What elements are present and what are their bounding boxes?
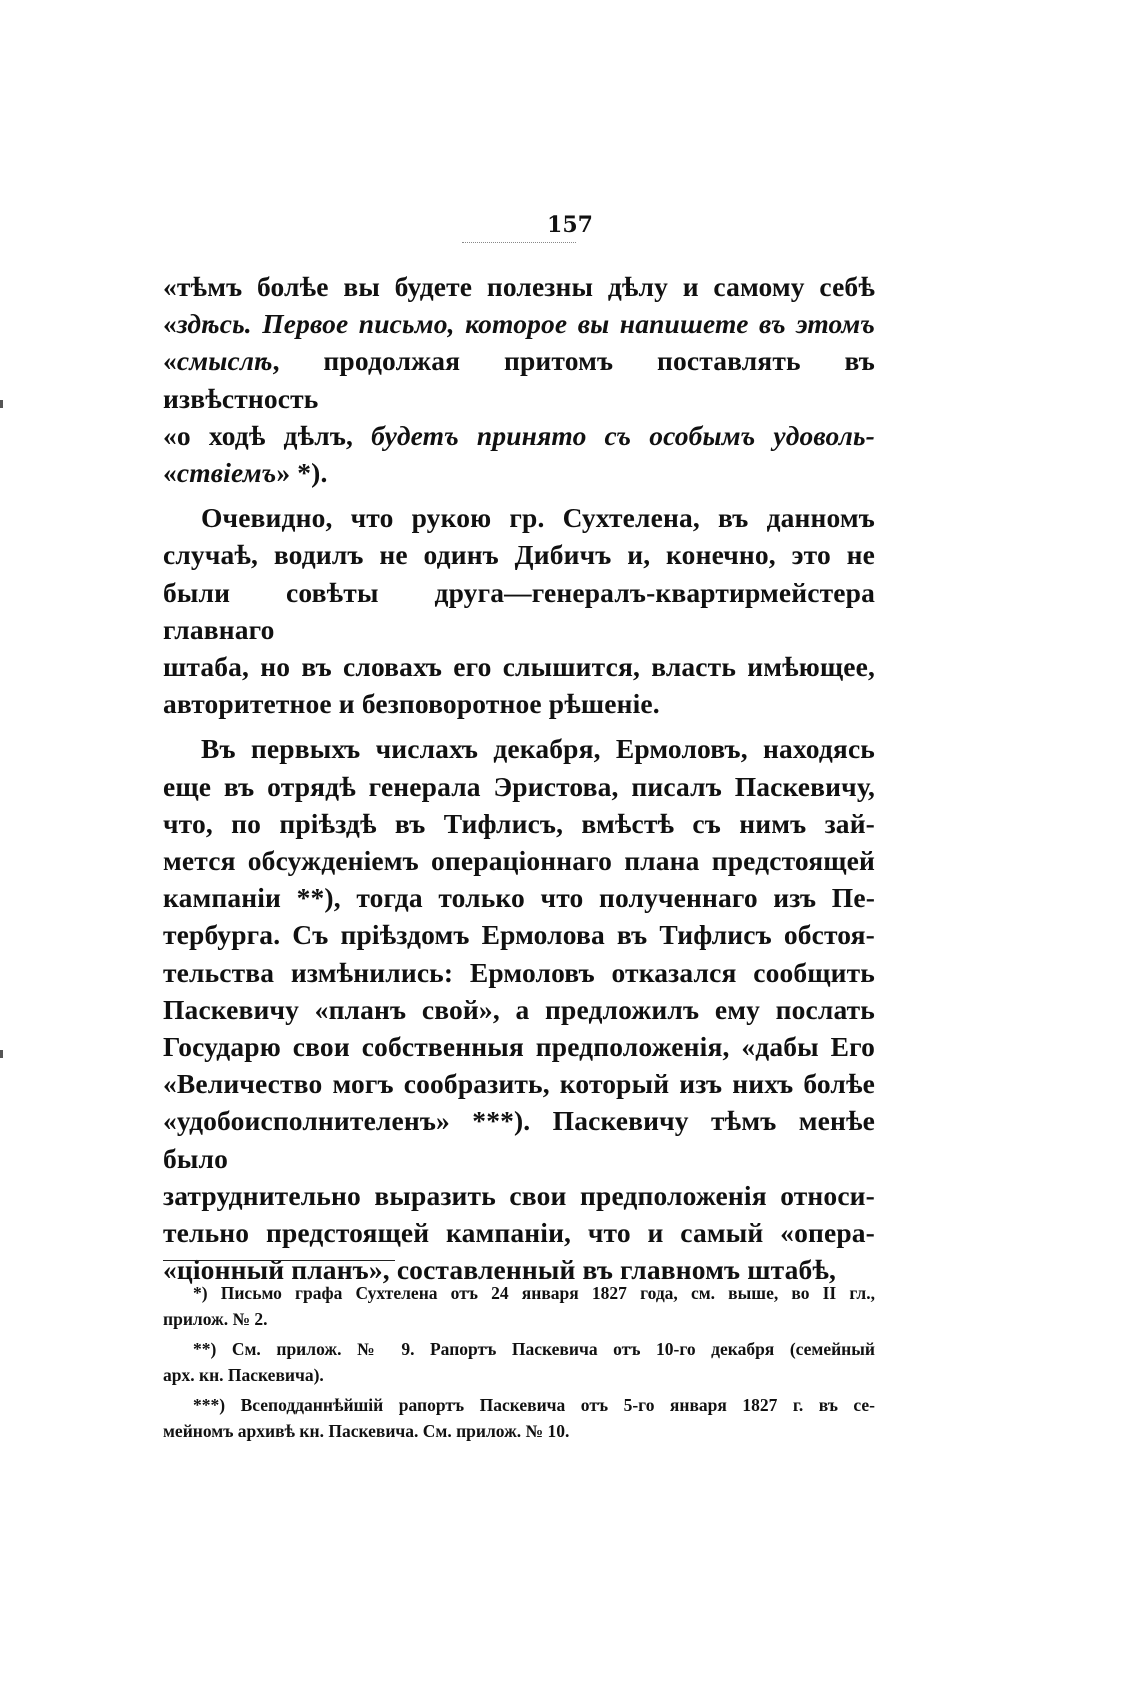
text-run: Въ первыхъ числахъ декабря, Ермоловъ, находясь	[201, 733, 875, 765]
footnote	[163, 1336, 875, 1388]
footnotes	[163, 1280, 875, 1448]
text-line	[163, 268, 875, 305]
text-run: мется обсужденіемъ операціоннаго плана предстоящей	[163, 845, 875, 877]
margin-mark	[0, 400, 3, 408]
text-line	[163, 1177, 875, 1214]
text-run: «	[163, 345, 177, 377]
text-line	[163, 1214, 875, 1251]
text-run: были совѣты друга—генералъ-квартирмейстера главнаго	[163, 576, 875, 645]
text-line	[163, 805, 875, 842]
text-line	[163, 685, 875, 722]
text-line	[163, 842, 875, 879]
footnote-line: арх. кн. Паскевича).	[163, 1365, 324, 1385]
main-text	[163, 268, 875, 1288]
text-run: «Величество могъ сообразить, который изъ нихъ болѣе	[163, 1068, 875, 1100]
text-run: штаба, но въ словахъ его слышится, власть имѣющее,	[163, 651, 875, 683]
text-line	[163, 574, 875, 648]
text-line	[163, 417, 875, 454]
footnote	[163, 1392, 875, 1444]
text-run: «о ходѣ дѣлъ,	[163, 419, 372, 451]
text-run: «ціонный планъ», составленный въ главномъ штабѣ,	[163, 1254, 837, 1286]
text-line	[163, 730, 875, 767]
footnote-line: *) Письмо графа Сухтелена отъ 24 января 1827 года, см. выше, во II гл.,	[193, 1283, 875, 1303]
footnote	[163, 1280, 875, 1332]
text-run: «удобоисполнителенъ» ***). Паскевичу тѣмъ менѣе было	[163, 1105, 875, 1174]
footnote-line: **) См. прилож. № 9. Рапортъ Паскевича отъ 10-го декабря (семейный	[193, 1339, 875, 1359]
paragraph	[163, 730, 875, 1288]
text-run: «тѣмъ болѣе вы будете полезны дѣлу и самому себѣ	[163, 271, 875, 302]
footnote-line: прилож. № 2.	[163, 1309, 268, 1329]
text-line	[163, 305, 875, 342]
text-run: Очевидно, что рукою гр. Сухтелена, въ данномъ	[201, 502, 875, 534]
page-number-rule	[462, 242, 576, 243]
footnote-separator	[163, 1260, 395, 1261]
text-run: затруднительно выразить свои предположенія относи-	[163, 1179, 875, 1211]
text-run: тельно предстоящей кампаніи, что и самый «опера-	[163, 1217, 875, 1249]
text-line	[163, 916, 875, 953]
text-run: тельства измѣнились: Ермоловъ отказался сообщить	[163, 956, 875, 988]
page-number: 157	[547, 212, 593, 238]
text-line	[163, 768, 875, 805]
text-run: что, по пріѣздѣ въ Тифлисъ, вмѣстѣ съ нимъ зай-	[163, 807, 875, 839]
footnote-line: мейномъ архивѣ кн. Паскевича. См. прилож. № 10.	[163, 1421, 570, 1441]
text-run: «	[163, 457, 177, 489]
paragraph	[163, 268, 875, 491]
italic-text: здѣсь. Первое письмо, которое вы напишете въ этомъ	[176, 308, 875, 340]
text-run: авторитетное и безповоротное рѣшеніе.	[163, 688, 660, 720]
text-line	[163, 342, 875, 416]
text-line	[163, 536, 875, 573]
text-run: кампаніи **), тогда только что полученнаго изъ Пе-	[163, 882, 875, 914]
text-line	[163, 1065, 875, 1102]
text-line	[163, 499, 875, 536]
text-line	[163, 991, 875, 1028]
text-run: тербурга. Съ пріѣздомъ Ермолова въ Тифлисъ обстоя-	[163, 919, 875, 951]
text-run: «	[163, 308, 177, 340]
italic-text: смыслѣ	[176, 345, 273, 377]
text-run: случаѣ, водилъ не одинъ Дибичъ и, конечно, это не	[163, 539, 875, 571]
paragraph	[163, 499, 875, 722]
footnote-line: ***) Всеподданнѣйшій рапортъ Паскевича отъ 5-го января 1827 г. въ се-	[193, 1395, 875, 1415]
text-line	[163, 1028, 875, 1065]
text-run: Государю свои собственныя предположенія, «дабы Его	[163, 1031, 875, 1063]
italic-text: ствіемъ	[176, 457, 277, 489]
text-line	[163, 648, 875, 685]
italic-text: будетъ принято съ особымъ удоволь-	[371, 419, 875, 451]
text-line	[163, 1102, 875, 1176]
text-line	[163, 879, 875, 916]
text-run: » *).	[276, 457, 328, 489]
text-line	[163, 954, 875, 991]
text-run: , продолжая притомъ поставлять въ извѣстность	[163, 345, 875, 414]
margin-mark	[0, 1050, 3, 1058]
text-run: Паскевичу «планъ свой», а предложилъ ему послать	[163, 993, 875, 1025]
text-line	[163, 454, 875, 491]
text-run: еще въ отрядѣ генерала Эристова, писалъ Паскевичу,	[163, 770, 875, 802]
